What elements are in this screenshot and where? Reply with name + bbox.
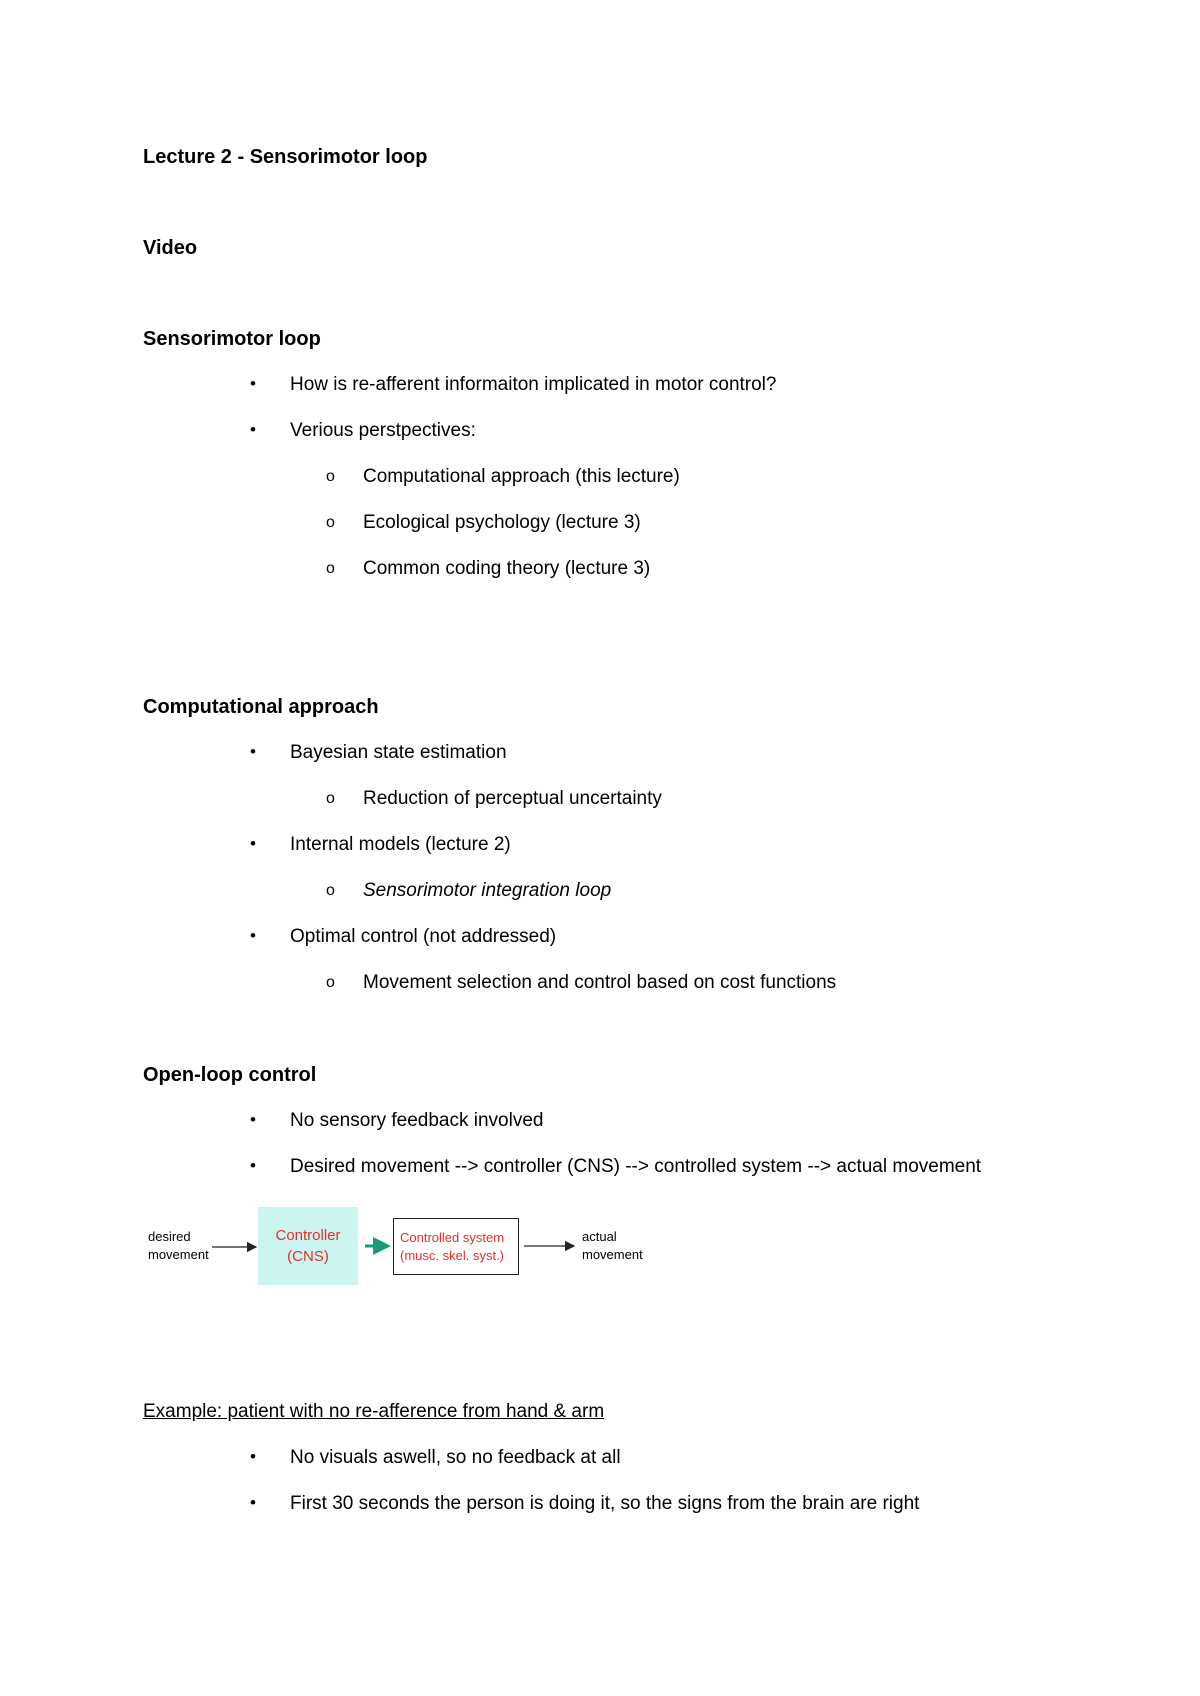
input-label [148,1228,209,1264]
sub-list-item-text: Computational approach (this lecture) [363,466,680,487]
sub-bullet-marker: o [326,882,335,899]
sub-bullet-marker: o [326,790,335,807]
output-label-line-1: actual [582,1229,617,1244]
bullet-marker: • [250,742,256,761]
bullet-marker: • [250,926,256,945]
video-heading: Video [143,237,198,259]
sub-bullet-marker: o [326,974,335,991]
sub-list-item-text: Ecological psychology (lecture 3) [363,512,641,533]
page-title: Lecture 2 - Sensorimotor loop [143,146,428,168]
list-item-text: Verious perstpectives: [290,420,476,441]
open-loop-diagram [140,1193,660,1293]
system-label-line-1: Controlled system [400,1229,505,1245]
bullet-marker: • [250,834,256,853]
list-item-text: No sensory feedback involved [290,1110,544,1131]
input-label-line-1: desired [148,1229,191,1244]
list-item-text: No visuals aswell, so no feedback at all [290,1447,621,1468]
bullet-marker: • [250,374,256,393]
sub-bullet-marker: o [326,514,335,531]
output-label [582,1228,643,1264]
controller-label-line-2: (CNS) [287,1248,329,1265]
list-item-text: Internal models (lecture 2) [290,834,511,855]
bullet-marker: • [250,1156,256,1175]
bullet-marker: • [250,1447,256,1466]
bullet-marker: • [250,420,256,439]
controller-label-line-1: Controller [275,1227,341,1244]
openloop-heading: Open-loop control [143,1064,317,1086]
sensorimotor-heading: Sensorimotor loop [143,328,321,350]
controller-box [258,1207,358,1285]
sub-list-item-text: Reduction of perceptual uncertainty [363,788,662,809]
bullet-marker: • [250,1493,256,1512]
list-item-text: Bayesian state estimation [290,742,507,763]
input-label-line-2: movement [148,1247,209,1262]
sub-list-item-text: Movement selection and control based on cost functions [363,972,837,993]
computational-heading: Computational approach [143,696,379,718]
list-item-text: How is re-afferent informaiton implicated in motor control? [290,374,777,395]
sub-bullet-marker: o [326,560,335,577]
list-item-text: Optimal control (not addressed) [290,926,557,947]
sub-list-item-text: Common coding theory (lecture 3) [363,558,651,579]
controlled-system-box [393,1218,519,1275]
output-label-line-2: movement [582,1247,643,1262]
list-item-text: Desired movement --> controller (CNS) --> controlled system --> actual movement [290,1156,982,1177]
system-label-line-2: (musc. skel. syst.) [400,1247,505,1263]
list-item-text: First 30 seconds the person is doing it, so the signs from the brain are right [290,1493,920,1514]
example-heading: Example: patient with no re-afference from hand & arm [143,1401,605,1422]
bullet-marker: • [250,1110,256,1129]
sub-bullet-marker: o [326,468,335,485]
sub-list-item-text: Sensorimotor integration loop [363,880,612,901]
